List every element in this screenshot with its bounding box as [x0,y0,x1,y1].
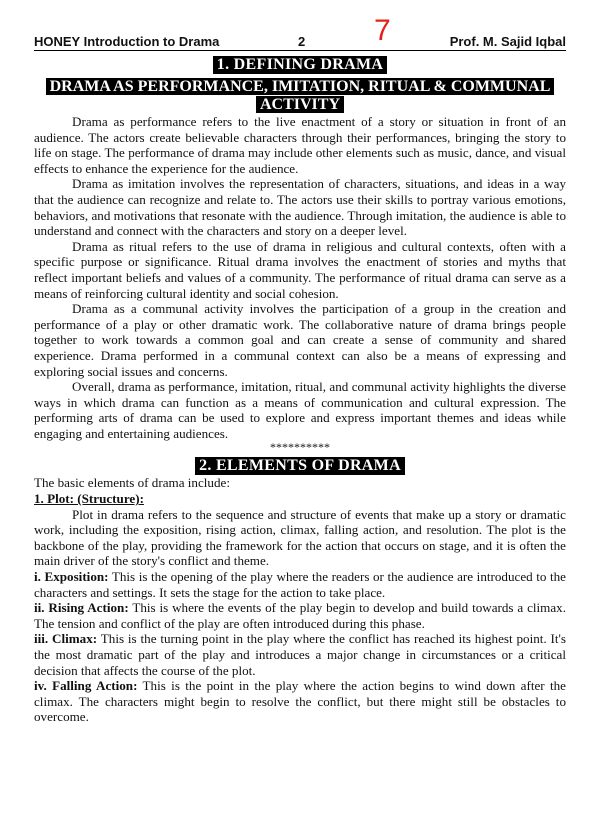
climax-text: This is the turning point in the play where the conflict has reached its highest point. It's the most dramatic part of the play and introduces a major change in circumstances or a critical decision that affects the course of the plot. [34,631,566,678]
section2-heading-wrap [34,457,566,475]
section1-heading-wrap [34,56,566,74]
list-item-rising-action [34,600,566,631]
falling-action-label: iv. Falling Action: [34,678,138,694]
list-item-climax [34,631,566,678]
book-title: HONEY Introduction to Drama [34,34,220,49]
paragraph-ritual: Drama as ritual refers to the use of drama in religious and cultural contexts, often with a specific purpose or significance. Ritual drama involves the enactment of stories and myths that reflect important beliefs and values of a community. The performance of ritual drama can serve as a means of reinforcing cultural identity and social cohesion. [34,238,566,301]
rising-action-text: This is where the events of the play begin to develop and build towards a climax. The tension and conflict of the play are often introduced during this phase. [34,600,566,631]
paragraph-communal: Drama as a communal activity involves the participation of a group in the creation and performance of a play or other dramatic work. The collaborative nature of drama brings people together to work towards a common goal and can create a sense of community and shared experience. Drama performed in a communal context can also be a means of expressing and exploring social issues and concerns. [34,301,566,379]
exposition-label: i. Exposition: [34,569,109,585]
section2-heading: 2. ELEMENTS OF DRAMA [195,457,405,475]
author-name: Prof. M. Sajid Iqbal [449,34,566,49]
falling-action-text: This is the point in the play where the action begins to wind down after the climax. The characters might begin to resolve the conflict, but there might still be obstacles to overcome. [34,678,566,725]
list-item-exposition [34,569,566,600]
plot-subheading: 1. Plot: (Structure): [34,491,144,507]
exposition-text: This is the opening of the play where the readers or the audience are introduced to the characters and settings. It sets the stage for the action to take place. [34,569,566,600]
document-body [34,56,566,725]
paragraph-overall: Overall, drama as performance, imitation, ritual, and communal activity highlights the diverse ways in which drama can function as a means of communication and cultural expression. The performing arts of drama can be used to explore and express important themes and ideas while engaging and entertaining audiences. [34,379,566,441]
list-item-falling-action [34,678,566,725]
section1-heading: 1. DEFINING DRAMA [213,56,387,74]
paragraph-performance: Drama as performance refers to the live enactment of a story or situation in front of an audience. The actors create believable characters through their performances, bringing the story to life on stage. The performance of drama may include other elements such as music, dance, and visual effects to enhance the experience for the audience. [34,114,566,176]
paragraph-imitation: Drama as imitation involves the representation of characters, situations, and ideas in a way that the audience can recognize and relate to. The actors use their skills to portray various emotions, behaviors, and motivations that resonate with the audience. Through imitation, the audience is able to understand and connect with the characters and story on a deeper level. [34,176,566,239]
page-number: 2 [298,34,306,49]
section2-intro: The basic elements of drama include: [34,475,230,491]
section1-subheading: DRAMA AS PERFORMANCE, IMITATION, RITUAL & COMMUNAL ACTIVITY [46,78,555,113]
page-header [34,14,566,51]
section1-subheading-wrap [34,78,566,114]
red-page-mark: 7 [374,14,391,47]
climax-label: iii. Climax: [34,631,98,647]
rising-action-label: ii. Rising Action: [34,600,129,616]
plot-paragraph: Plot in drama refers to the sequence and structure of events that make up a story or dramatic work, including the exposition, rising action, climax, falling action, and resolution. The plot is the backbone of the play, providing the framework for the action that occurs on stage, and it is often the main driver of the story's conflict and theme. [34,506,566,569]
separator-stars: ********** [270,440,330,455]
